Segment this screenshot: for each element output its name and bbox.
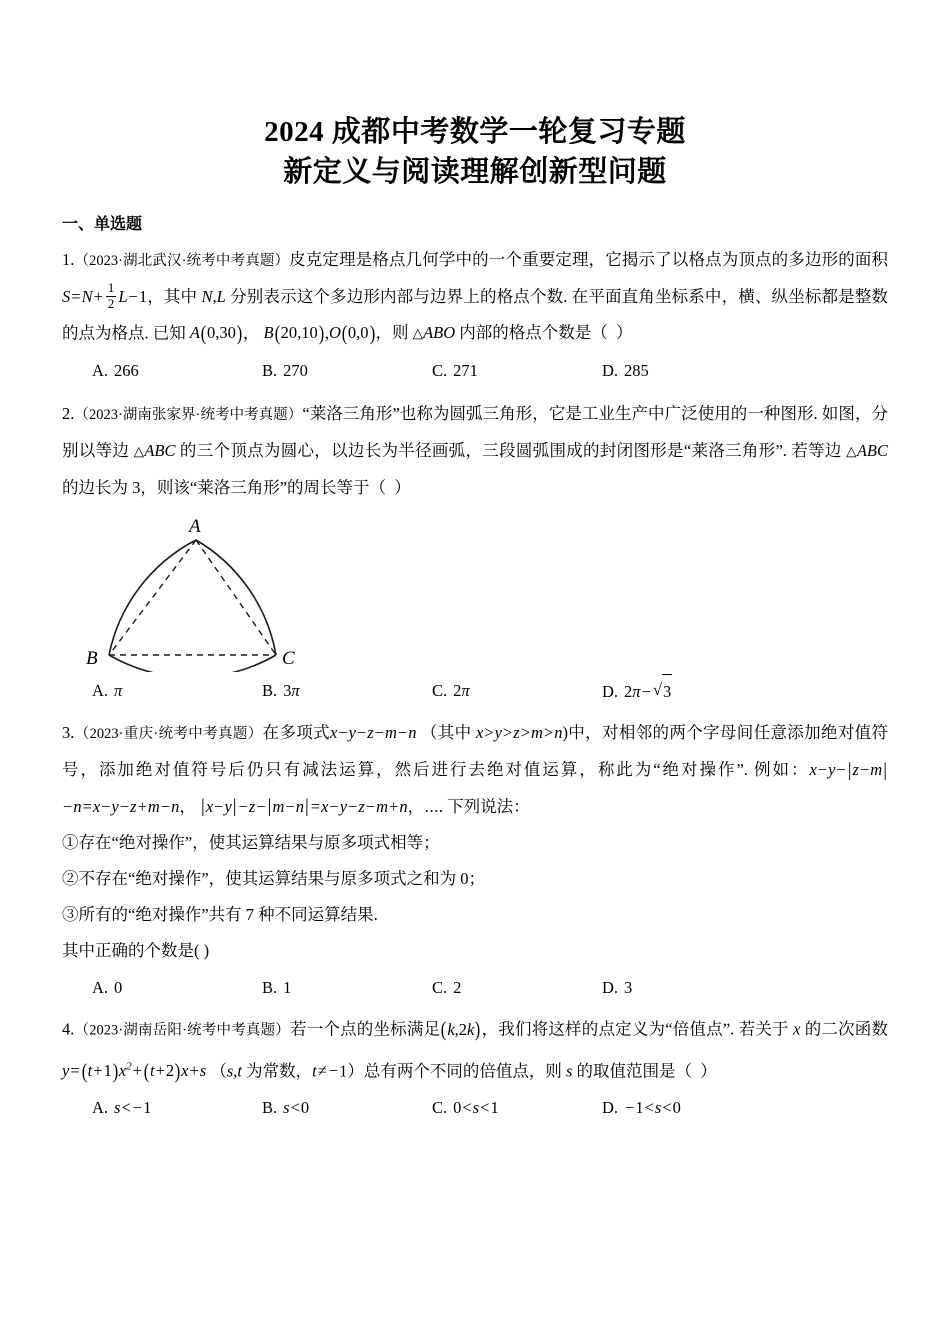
question-2	[62, 396, 888, 709]
question-3-ask: 其中正确的个数是( )	[62, 941, 210, 961]
question-2-text: “莱洛三角形”也称为圆弧三角形，它是工业生产中广泛使用的一种图形. 如图，分别以等边 △ABC 的三个顶点为圆心，以边长为半径画弧，三段圆弧围成的封闭图形是“莱洛三角形”. 若等边 △ABC 的边长为 3，则该“莱洛三角形”的周长等于（ ）	[62, 404, 889, 497]
vertex-label-C: C	[282, 647, 295, 669]
question-1-body: 1.（2023·湖北武汉·统考中考真题）皮克定理是格点几何学中的一个重要定理，它揭示了以格点为顶点的多边形的面积S=N+ $\frac{1}{2}$ L−1，其中 N,L 分别表示这个多边形内部与边界上的格点个数. 在平面直角坐标系中，横、纵坐标都是整数的点为格点. 已知 A(0,30)， B(20,10),O(0,0)，则 △ABO 内部的格点个数是（ ）	[62, 250, 889, 345]
question-3-text-2: 中，对相邻的两个字母间任意添加绝对值符号，添加绝对值符号后仍只有减法运算，然后进行去绝对值运算，称此为“绝对操作”. 例如：	[62, 722, 889, 779]
question-4-option-d[interactable]: D. −1<s<0	[602, 1098, 681, 1118]
question-4-number: 4.	[62, 1019, 75, 1039]
question-3-polynomial: x−y−z−m−n	[329, 722, 417, 742]
question-4-params: （s,t 为常数，t≠ −1）	[210, 1061, 364, 1081]
question-3-example-1: x−y− |z−m|−n=x−y−z+m−n	[63, 759, 887, 816]
question-4-body	[62, 1011, 888, 1089]
section-heading: 一、单选题	[62, 216, 143, 233]
question-3-body: 3.（2023·重庆·统考中考真题）在多项式x−y−z−m−n （其中 x>y>z>m>n)中，对相邻的两个字母间任意添加绝对值符号，添加绝对值符号后仍只有减法运算，然后进行去绝对值运算，称此为“绝对操作”. 例如：x−y− |z−m|−n=x−y−z+m−n， |x−y| −z− |m−n| =x−y−z−m+n，⋯. 下列说法：	[62, 722, 889, 818]
question-1-options	[62, 354, 888, 388]
question-3-statement-3: ③所有的“绝对操作”共有 7 种不同运算结果.	[62, 905, 378, 925]
question-1-text-1: 皮克定理是格点几何学中的一个重要定理，它揭示了以格点为顶点的多边形的面积	[289, 250, 889, 269]
question-4-option-c[interactable]: C. 0<s<1	[432, 1098, 499, 1118]
question-3-number: 3.	[62, 722, 75, 742]
question-1-text-2: ，其中	[147, 287, 202, 306]
question-1-text-3: ，则 △ABO 内部的格点个数是（ ）	[375, 323, 633, 343]
page-title-line-1: 2024 成都中考数学一轮复习专题	[264, 116, 686, 148]
question-2-option-a[interactable]: A. π	[92, 680, 123, 700]
page-title	[62, 0, 888, 192]
question-3-statement-1: ①存在“绝对操作”，使其运算结果与原多项式相等；	[62, 833, 440, 853]
question-2-option-d[interactable]: D. 2π− √ 3	[602, 674, 772, 709]
dashed-side-AB	[109, 540, 196, 655]
question-4-option-a[interactable]: A. s< −1	[92, 1098, 152, 1118]
vertex-label-A: A	[189, 515, 201, 537]
vertex-label-B: B	[86, 647, 98, 669]
question-1-source: （2023·湖北武汉·统考中考真题）	[74, 253, 290, 269]
question-1	[62, 242, 888, 388]
question-3-text-1: 在多项式	[262, 722, 330, 742]
question-3	[62, 715, 888, 1006]
question-1-point-A: A(0,30)	[189, 321, 243, 345]
page-title-line-2: 新定义与阅读理解创新型问题	[283, 156, 667, 188]
question-3-statement-2: ②不存在“绝对操作”，使其运算结果与原多项式之和为 0；	[62, 869, 486, 889]
question-1-text-2b: 分别表示这个多边形内部与边界上的格点个数. 在平面直角坐标系中，横、纵坐标都是整数的点为格点. 已知	[62, 287, 889, 343]
question-4-option-b[interactable]: B. s<0	[262, 1098, 310, 1118]
question-2-option-c[interactable]: C. 2π	[432, 680, 470, 700]
question-1-point-B: B(20,10)	[263, 321, 325, 345]
question-3-option-b[interactable]: B. 1	[262, 978, 292, 998]
question-2-figure	[62, 512, 888, 672]
question-1-option-b[interactable]: B. 270	[262, 361, 308, 381]
question-3-option-a[interactable]: A. 0	[92, 978, 123, 998]
question-2-option-b[interactable]: B. 3π	[262, 680, 300, 700]
question-3-options	[62, 971, 888, 1005]
question-3-example-2: |x−y| −z− |m−n| =x−y−z−m+n	[201, 796, 408, 818]
question-4-function: $y=(t+1)x^2+(t+2)x+s$	[62, 1058, 207, 1083]
question-1-option-c[interactable]: C. 271	[432, 361, 478, 381]
question-3-condition: （其中 x>y>z>m>n)	[420, 722, 568, 742]
question-2-number: 2.	[62, 404, 75, 424]
question-1-option-a[interactable]: A. 266	[92, 361, 139, 381]
question-1-number: 1.	[62, 250, 75, 269]
question-1-formula-area: S=N+ $\frac{1}{2}$ L−1	[62, 280, 148, 311]
question-4-point-k: (k,2k)	[441, 1017, 481, 1042]
question-2-body	[62, 396, 888, 506]
question-4	[62, 1011, 888, 1125]
question-4-source: （2023·湖南岳阳·统考中考真题）	[74, 1022, 290, 1039]
question-4-text-1: 若一个点的坐标满足	[290, 1019, 441, 1039]
question-1-var-L: L	[216, 287, 226, 306]
question-1-var-N: N	[201, 287, 213, 306]
question-1-option-d[interactable]: D. 285	[602, 361, 649, 381]
question-3-source: （2023·重庆·统考中考真题）	[74, 725, 263, 742]
question-3-example-tail: ，⋯. 下列说法：	[407, 796, 530, 816]
question-2-options	[62, 674, 888, 709]
question-4-text-2: ，我们将这样的点定义为“倍值点”. 若关于 x 的二次函数	[481, 1019, 889, 1039]
question-1-point-O: O(0,0)	[328, 321, 375, 345]
question-2-source: （2023·湖南张家界·统考中考真题）	[74, 407, 303, 424]
dashed-side-AC	[196, 540, 276, 655]
question-3-option-d[interactable]: D. 3	[602, 978, 633, 998]
question-4-options	[62, 1091, 888, 1125]
arc-CB	[109, 655, 276, 672]
reuleaux-triangle-diagram	[76, 512, 376, 672]
question-3-option-c[interactable]: C. 2	[432, 978, 462, 998]
question-4-text-3: 总有两个不同的倍值点，则 s 的取值范围是（ ）	[363, 1061, 717, 1081]
